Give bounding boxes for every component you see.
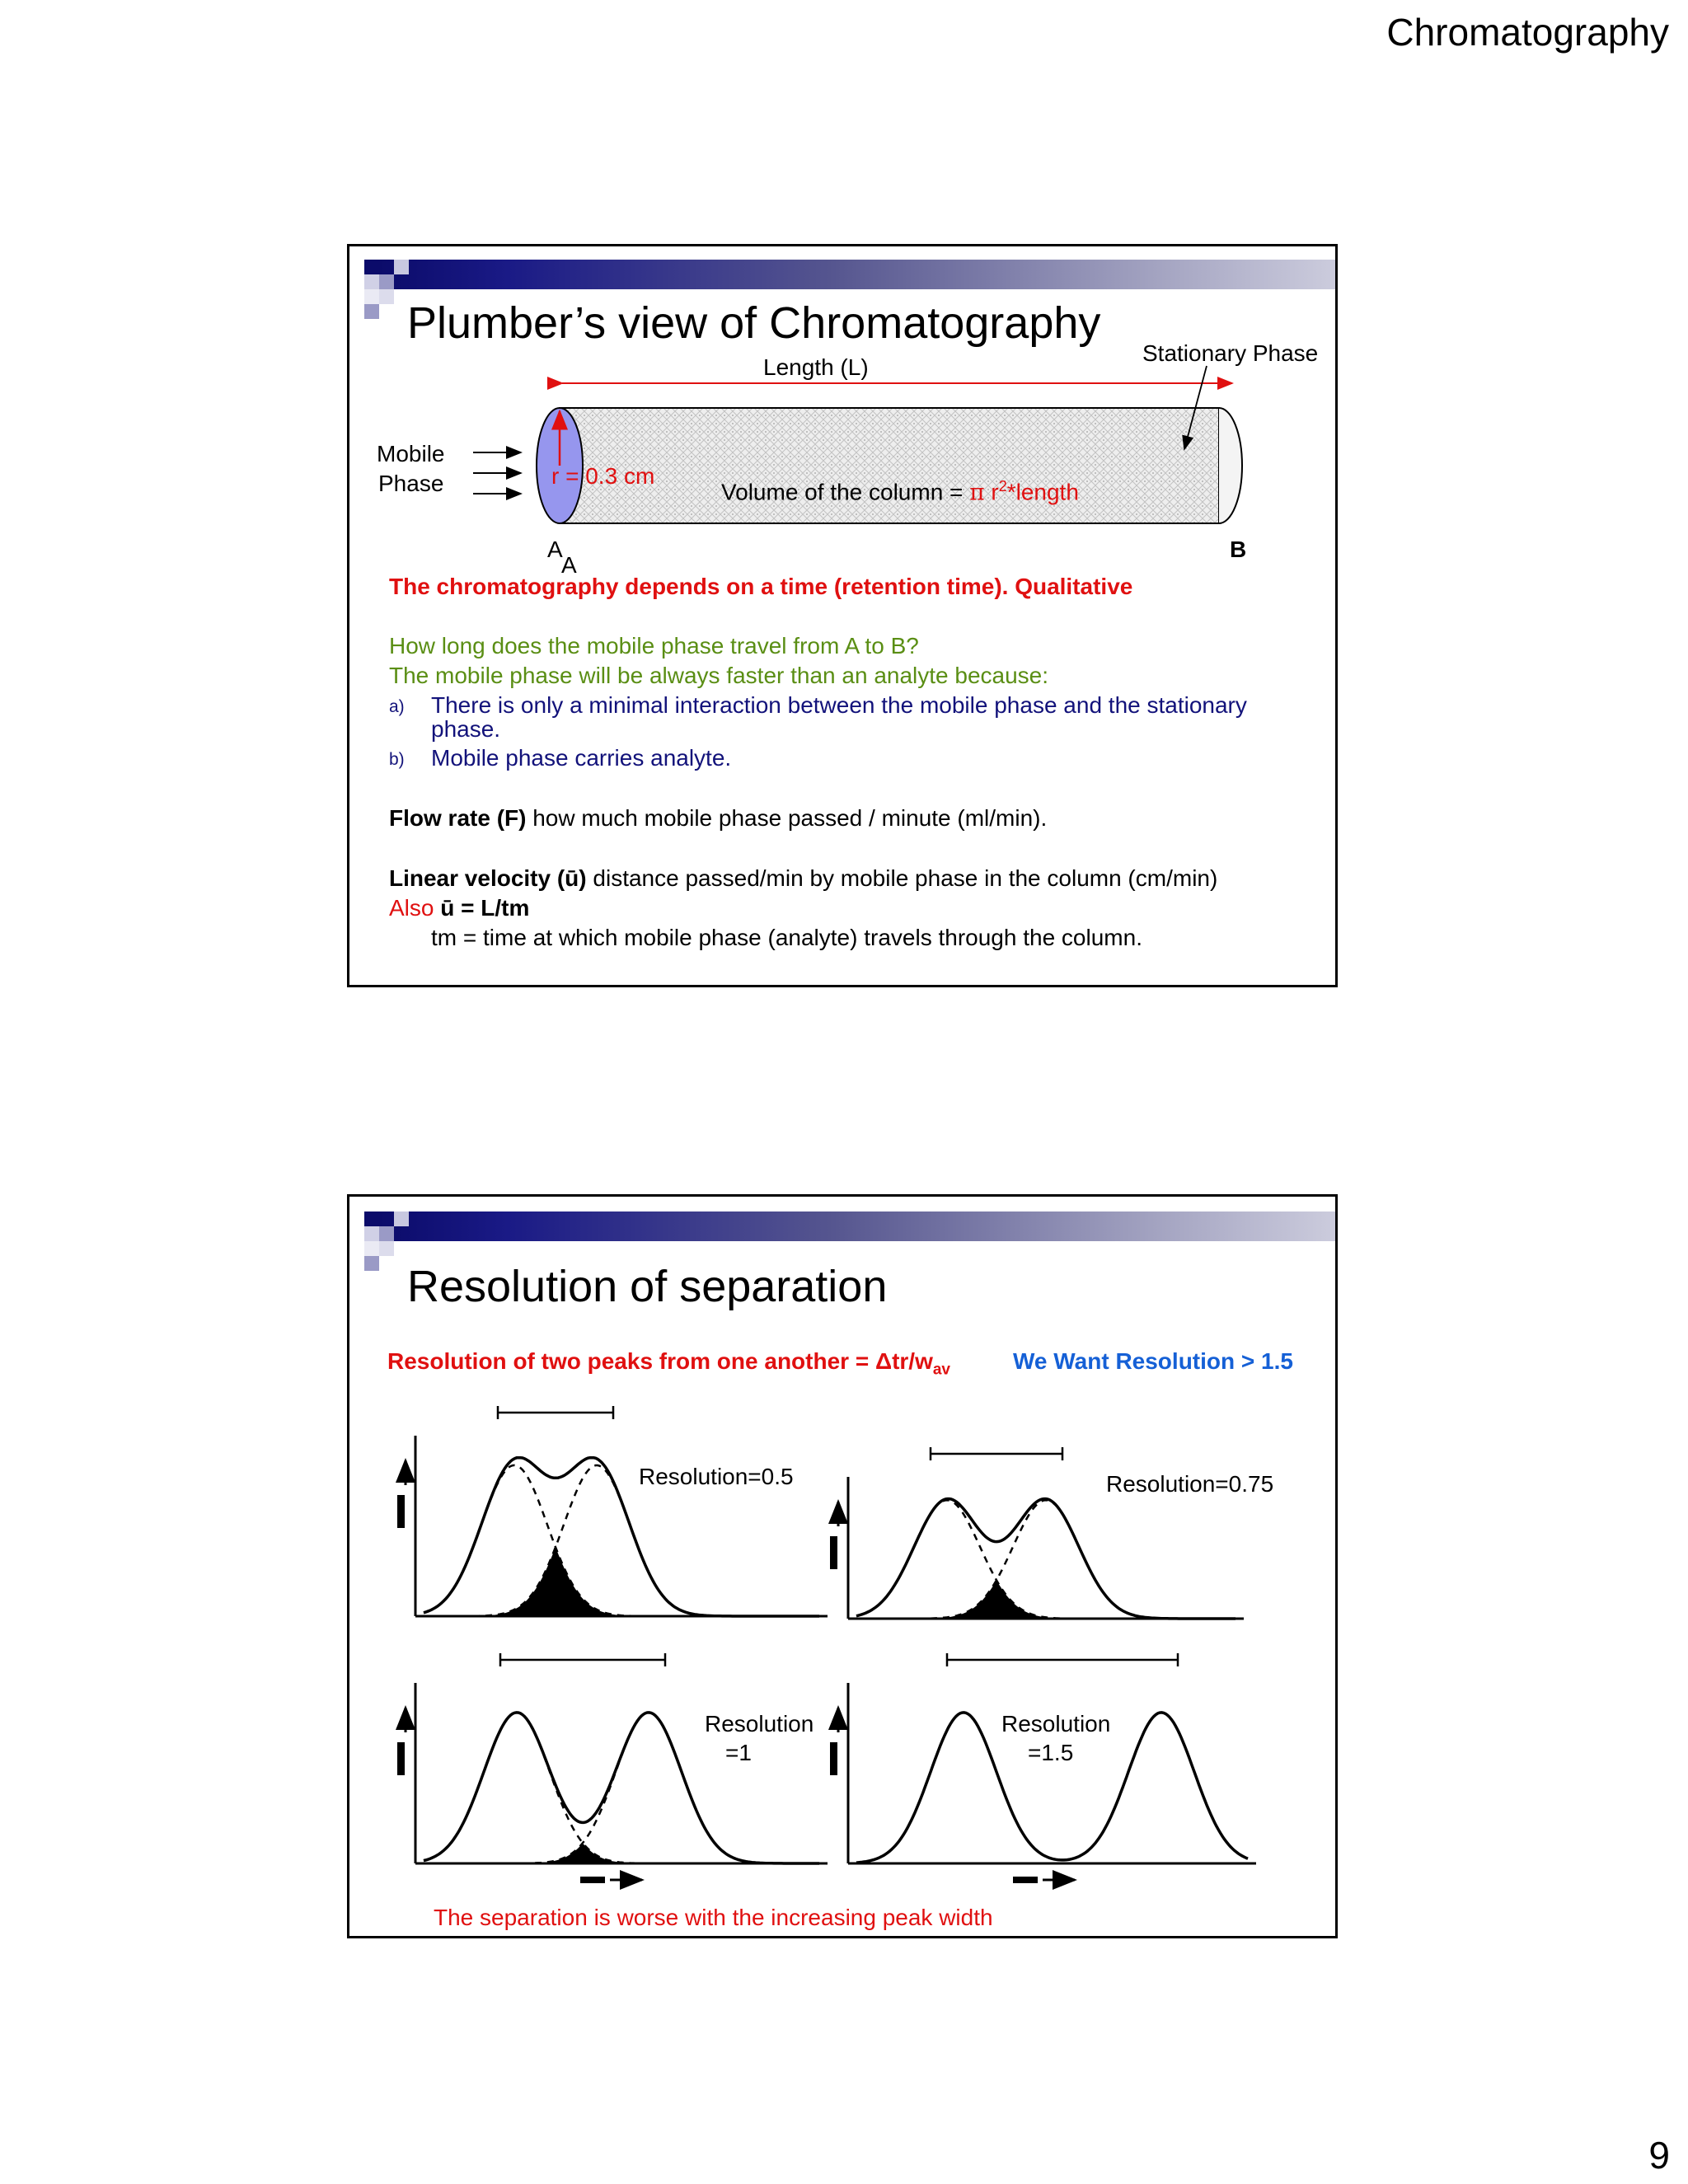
resolution-formula: Resolution of two peaks from one another = Δtr/$w_{av}$ — [387, 1348, 950, 1379]
slide-title: Plumber’s view of Chromatography — [407, 298, 1101, 348]
flow-rate-definition: Flow rate (F) how much mobile phase passed / minute (ml/min). — [389, 805, 1048, 831]
panel3-overlap-area — [424, 1844, 819, 1863]
mobile-phase-label-line1: Mobile — [377, 441, 445, 466]
list-item-a-line1: There is only a minimal interaction between the mobile phase and the stationary — [431, 692, 1247, 718]
column-diagram — [349, 246, 1335, 593]
column-tube — [560, 408, 1219, 523]
panel1-signal-axis-label — [397, 1495, 405, 1528]
length-label: Length (L) — [763, 354, 869, 380]
list-marker-a: a) — [389, 697, 405, 716]
point-a-label: A — [561, 552, 577, 578]
column-end-b — [1219, 408, 1242, 523]
panel1-overlap-area — [424, 1549, 819, 1616]
question-line-2: The mobile phase will be always faster than an analyte because: — [389, 663, 1049, 688]
linear-velocity-definition: Linear velocity (ū) distance passed/min by mobile phase in the column (cm/min) — [389, 865, 1218, 891]
panel3-time-axis-label — [580, 1877, 605, 1883]
retention-time-statement: The chromatography depends on a time (retention time). Qualitative — [389, 574, 1133, 599]
point-a-label: A — [547, 537, 563, 562]
panel1-resolution-label: Resolution=0.5 — [639, 1464, 794, 1489]
linear-velocity-formula: Also ū = L/tm — [389, 895, 530, 921]
question-line-1: How long does the mobile phase travel from A to B? — [389, 633, 919, 658]
panel2-resolution-label: Resolution=0.75 — [1106, 1471, 1274, 1497]
panel4-resolution-label-line2: =1.5 — [1028, 1740, 1074, 1765]
panel2-peak2-dashed — [856, 1500, 1236, 1619]
panel2-overlap-area — [856, 1581, 1236, 1619]
panel2-envelope-curve — [856, 1499, 1236, 1619]
slide-resolution — [347, 1194, 1338, 1938]
panel4-signal-axis-label — [830, 1742, 837, 1775]
stationary-phase-label: Stationary Phase — [1142, 340, 1319, 366]
radius-label: r = 0.3 cm — [551, 463, 655, 489]
page-number: 9 — [1648, 2134, 1670, 2177]
point-b-label: B — [1230, 537, 1247, 562]
tm-definition: tm = time at which mobile phase (analyte) travels through the column. — [431, 925, 1142, 950]
panel3-resolution-label-line2: =1 — [725, 1740, 752, 1765]
chromatogram-figures — [349, 1197, 1335, 1936]
list-marker-b: b) — [389, 750, 405, 769]
list-item-a-line2: phase. — [431, 716, 501, 742]
panel2-signal-axis-label — [830, 1536, 837, 1569]
panel4-time-axis-label — [1013, 1877, 1038, 1883]
volume-formula: Volume of the column = π $r^2*length$ — [721, 478, 1079, 506]
separation-footer-note: The separation is worse with the increasing peak width — [434, 1905, 993, 1930]
panel2-peak1-dashed — [856, 1500, 1236, 1619]
panel3-resolution-label-line1: Resolution — [705, 1711, 814, 1736]
mobile-phase-label-line2: Phase — [378, 471, 444, 496]
resolution-target: We Want Resolution > 1.5 — [1013, 1348, 1293, 1374]
panel4-resolution-label-line1: Resolution — [1001, 1711, 1111, 1736]
slide-plumbers-view — [347, 244, 1338, 987]
page-header-title: Chromatography — [1386, 11, 1669, 54]
slide-title: Resolution of separation — [407, 1262, 888, 1311]
panel3-signal-axis-label — [397, 1742, 405, 1775]
list-item-b: Mobile phase carries analyte. — [431, 745, 732, 771]
